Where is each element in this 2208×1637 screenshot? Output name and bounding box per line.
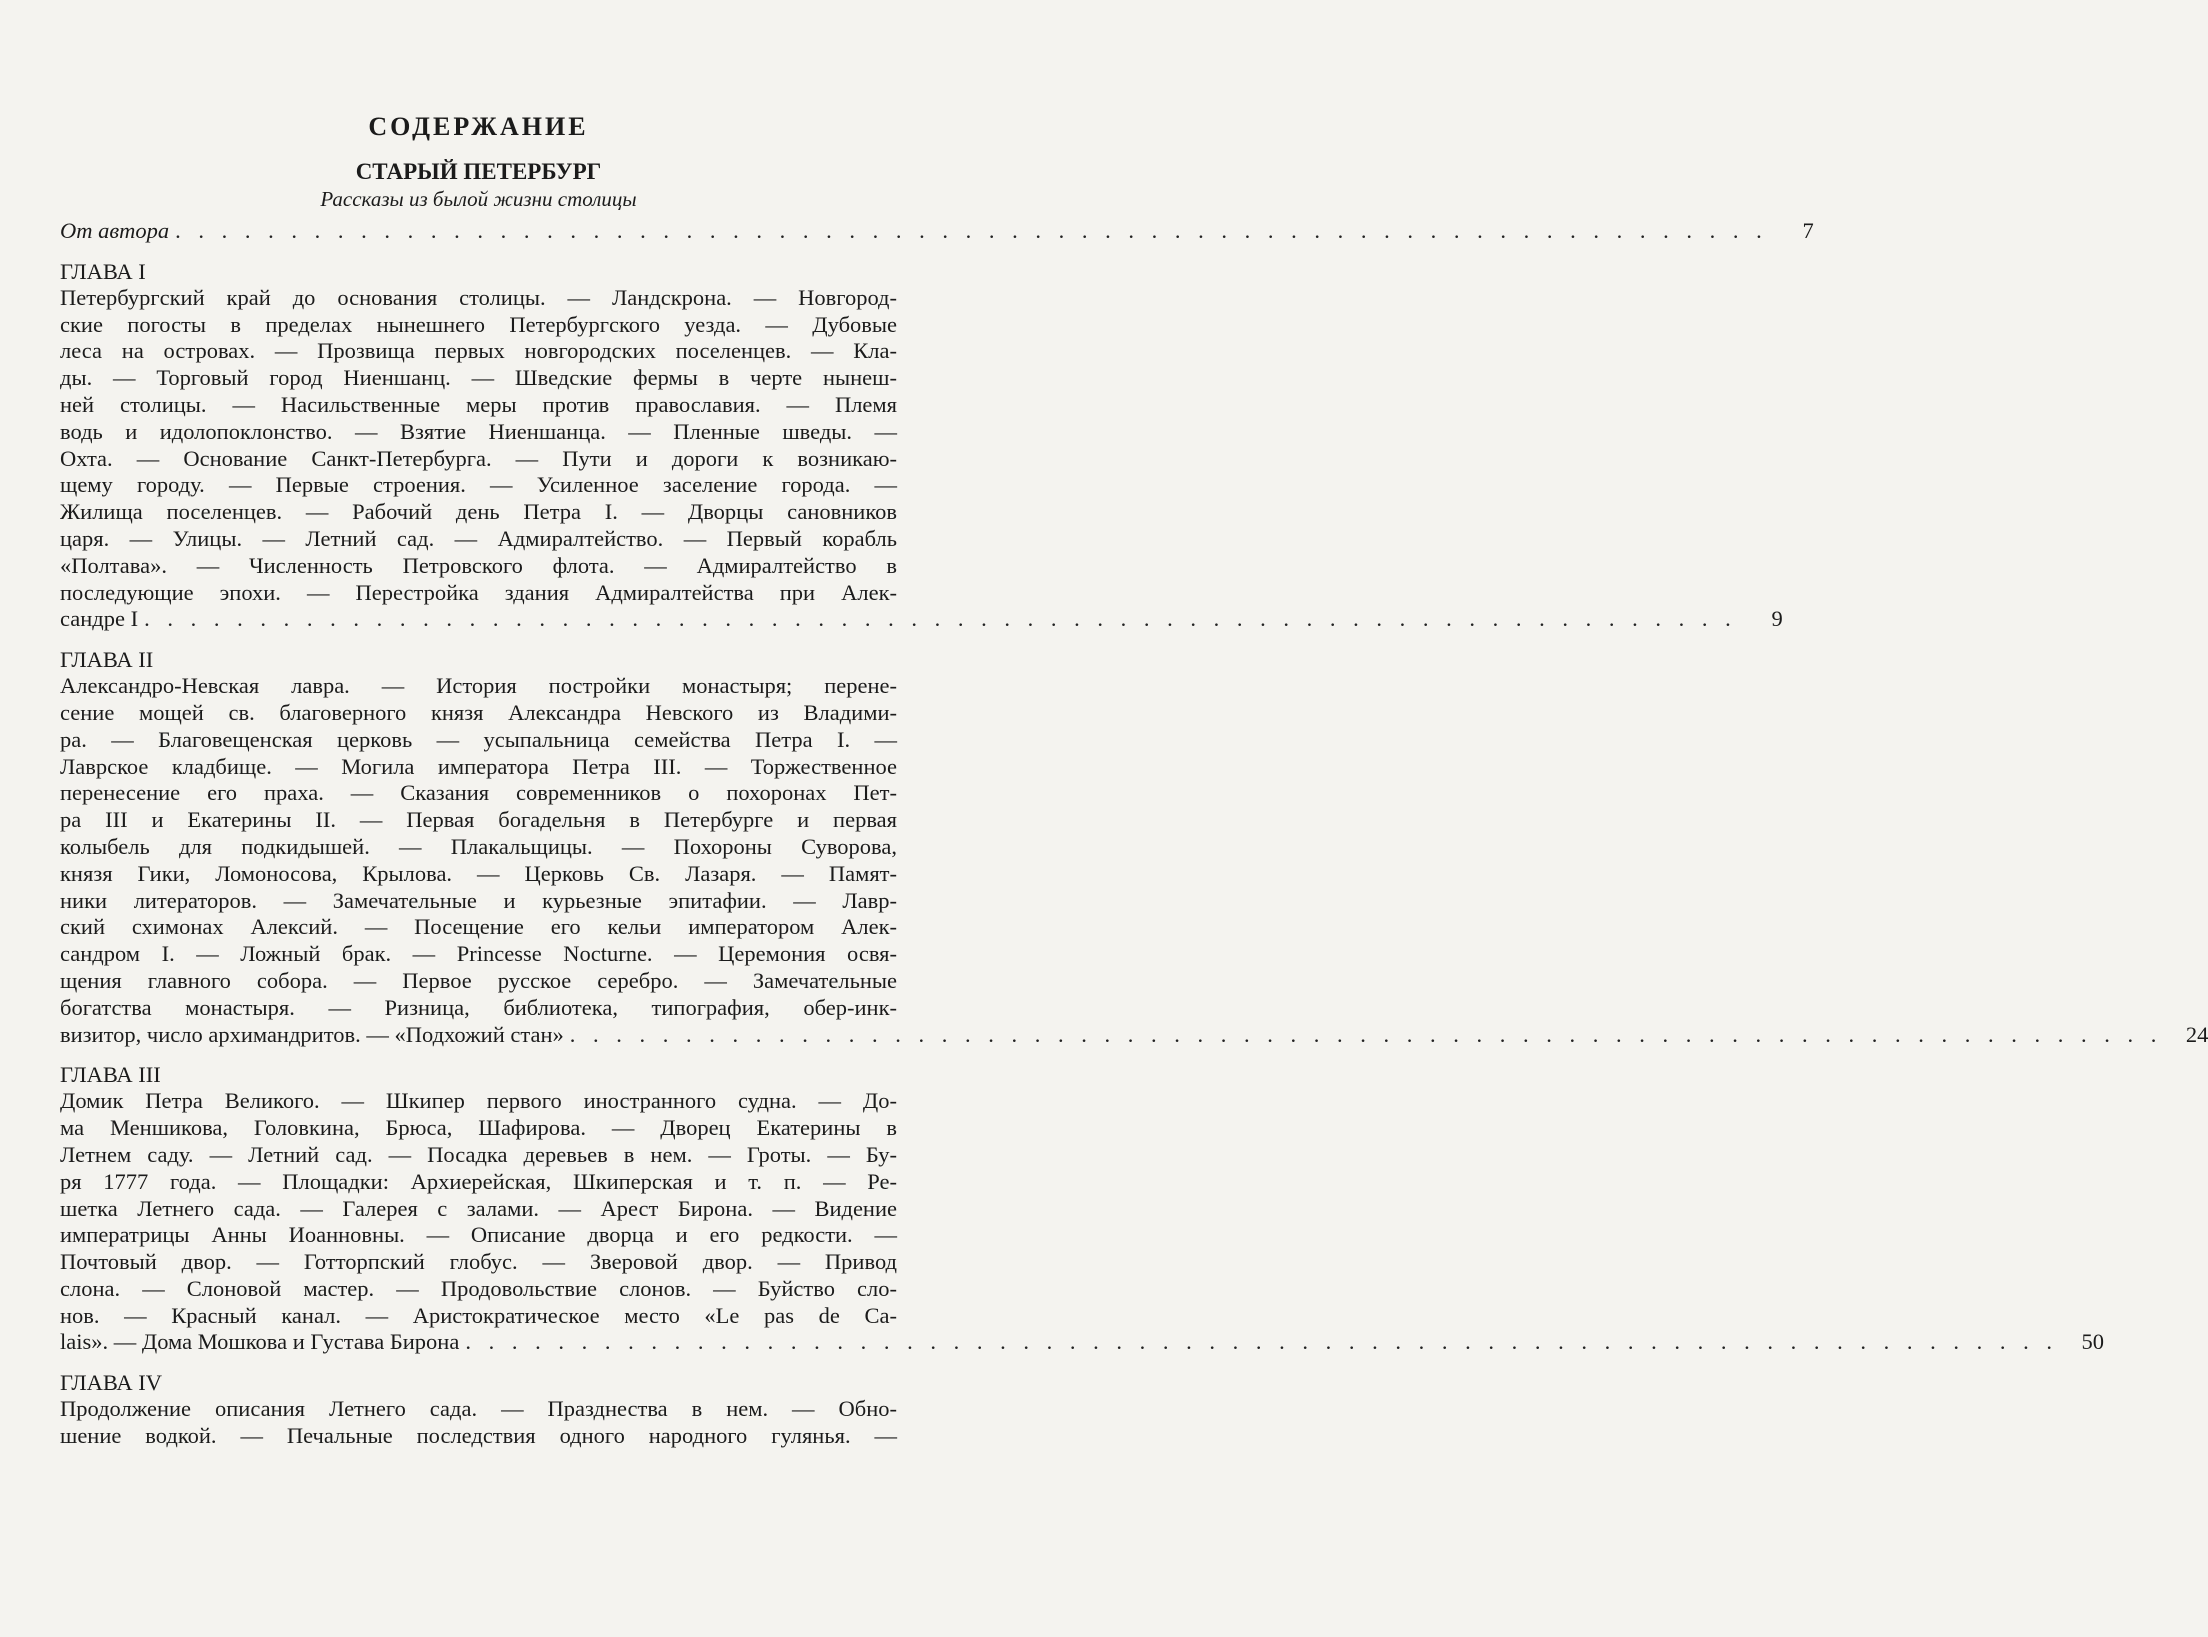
chapter-line: шетка Летнего сада. — Галерея с залами. — Арест Бирона. — Видение <box>60 1195 897 1221</box>
section-subtitle: Рассказы из былой жизни столицы <box>320 187 637 211</box>
chapter-line: богатства монастыря. — Ризница, библиотека, типография, обер-инк- <box>60 994 897 1020</box>
chapter-line: Продолжение описания Летнего сада. — Празднества в нем. — Обно- <box>60 1396 897 1422</box>
chapter-line: ма Меншикова, Головкина, Брюса, Шафирова. — Дворец Екатерины в <box>60 1115 897 1141</box>
chapter-line: царя. — Улицы. — Летний сад. — Адмиралтейство. — Первый корабль <box>60 525 897 551</box>
chapter-2[interactable] <box>60 646 2208 1048</box>
chapter-line: ней столицы. — Насильственные меры против православия. — Племя <box>60 391 897 417</box>
chapter-line: нов. — Красный канал. — Аристократическое место «Le pas de Ca- <box>60 1302 897 1328</box>
chapter-line: Жилища поселенцев. — Рабочий день Петра I. — Дворцы сановников <box>60 499 897 525</box>
chapter-3[interactable] <box>60 1061 2104 1356</box>
chapter-line: щения главного собора. — Первое русское серебро. — Замечательные <box>60 967 897 993</box>
dot-leader: . . . . . . . . . . . . . . . . . . . . . . . . . . . . . . . . . . . . . . . . . . . . . . . . . . . . . . . . . . . . . . . . . . . . . <box>465 1329 2058 1355</box>
chapter-line: Домик Петра Великого. — Шкипер первого иностранного судна. — До- <box>60 1088 897 1114</box>
chapter-page-number: 50 <box>2081 1329 2104 1355</box>
chapter-last-line <box>60 1329 2104 1356</box>
chapter-line: Охта. — Основание Санкт-Петербурга. — Пути и дороги к возникаю- <box>60 445 897 471</box>
chapter-line: ды. — Торговый город Ниеншанц. — Шведские фермы в черте нынеш- <box>60 365 897 391</box>
chapter-line: ские погосты в пределах нынешнего Петербургского уезда. — Дубовые <box>60 311 897 337</box>
section-title: СТАРЫЙ ПЕТЕРБУРГ <box>355 159 602 184</box>
chapter-line: водь и идолопоклонство. — Взятие Ниеншанца. — Пленные шведы. — <box>60 418 897 444</box>
chapter-line: Лаврское кладбище. — Могила императора Петра III. — Торжественное <box>60 753 897 779</box>
chapter-line: ра. — Благовещенская церковь — усыпальница семейства Петра I. — <box>60 726 897 752</box>
chapter-line: сандром I. — Ложный брак. — Princesse Nocturne. — Церемония освя- <box>60 941 897 967</box>
chapter-line: слона. — Слоновой мастер. — Продовольствие слонов. — Буйство сло- <box>60 1275 897 1301</box>
dot-leader: . . . . . . . . . . . . . . . . . . . . . . . . . . . . . . . . . . . . . . . . . . . . . . . . . . . . . . . . . . . . . . . . . . . . . <box>175 218 1768 243</box>
chapter-label: ГЛАВА II <box>60 647 154 673</box>
intro-entry[interactable] <box>60 218 1814 245</box>
dot-leader: . . . . . . . . . . . . . . . . . . . . . . . . . . . . . . . . . . . . . . . . . . . . . . . . . . . . . . . . . . . . . . . . . . . . . <box>569 1021 2163 1047</box>
chapter-line: визитор, число архимандритов. — «Подхожий стан» <box>60 1021 564 1047</box>
chapter-label: ГЛАВА IV <box>60 1370 163 1396</box>
chapter-page-number: 9 <box>1771 606 1783 632</box>
chapter-line: Летнем саду. — Летний сад. — Посадка деревьев в нем. — Гроты. — Бу- <box>60 1141 897 1167</box>
chapter-label: ГЛАВА I <box>60 258 146 284</box>
intro-entry-page: 7 <box>1802 218 1814 243</box>
chapter-line: шение водкой. — Печальные последствия одного народного гулянья. — <box>60 1423 897 1449</box>
chapter-line: lais». — Дома Мошкова и Густава Бирона <box>60 1329 460 1355</box>
chapter-line: князя Гики, Ломоносова, Крылова. — Церковь Св. Лазаря. — Памят- <box>60 860 897 886</box>
chapter-line: сение мощей св. благоверного князя Александра Невского из Владими- <box>60 699 897 725</box>
chapter-page-number: 24 <box>2185 1021 2208 1047</box>
intro-entry-label: От автора <box>60 218 170 243</box>
chapter-line: сандре I <box>60 606 139 632</box>
chapter-line: «Полтава». — Численность Петровского флота. — Адмиралтейство в <box>60 552 897 578</box>
chapter-line: щему городу. — Первые строения. — Усиленное заселение города. — <box>60 472 897 498</box>
chapter-line: ский схимонах Алексий. — Посещение его кельи императором Алек- <box>60 914 897 940</box>
chapter-line: Петербургский край до основания столицы. — Ландскрона. — Новгород- <box>60 284 897 310</box>
chapter-4[interactable] <box>60 1369 897 1450</box>
chapter-line: Александро-Невская лавра. — История постройки монастыря; перене- <box>60 673 897 699</box>
chapter-line: ра III и Екатерины II. — Первая богадельня в Петербурге и первая <box>60 807 897 833</box>
chapter-line: последующие эпохи. — Перестройка здания Адмиралтейства при Алек- <box>60 579 897 605</box>
dot-leader: . . . . . . . . . . . . . . . . . . . . . . . . . . . . . . . . . . . . . . . . . . . . . . . . . . . . . . . . . . . . . . . . . . . . . <box>144 606 1737 632</box>
chapter-line: колыбель для подкидышей. — Плакальщицы. — Похороны Суворова, <box>60 833 897 859</box>
contents-block <box>60 110 2208 1450</box>
chapter-line: ники литераторов. — Замечательные и курьезные эпитафии. — Лавр- <box>60 887 897 913</box>
chapter-label: ГЛАВА III <box>60 1062 161 1088</box>
chapter-line: леса на островах. — Прозвища первых новгородских поселенцев. — Кла- <box>60 338 897 364</box>
chapter-line: императрицы Анны Иоанновны. — Описание дворца и его редкости. — <box>60 1222 897 1248</box>
chapter-line: Почтовый двор. — Готторпский глобус. — Зверовой двор. — Привод <box>60 1249 897 1275</box>
chapter-last-line <box>60 1021 2208 1049</box>
page-heading: СОДЕРЖАНИЕ <box>368 112 589 141</box>
chapter-last-line <box>60 606 1783 633</box>
chapter-line: перенесение его праха. — Сказания современников о похоронах Пет- <box>60 780 897 806</box>
chapter-1[interactable] <box>60 258 1783 633</box>
chapter-line: ря 1777 года. — Площадки: Архиерейская, Шкиперская и т. п. — Ре- <box>60 1168 897 1194</box>
